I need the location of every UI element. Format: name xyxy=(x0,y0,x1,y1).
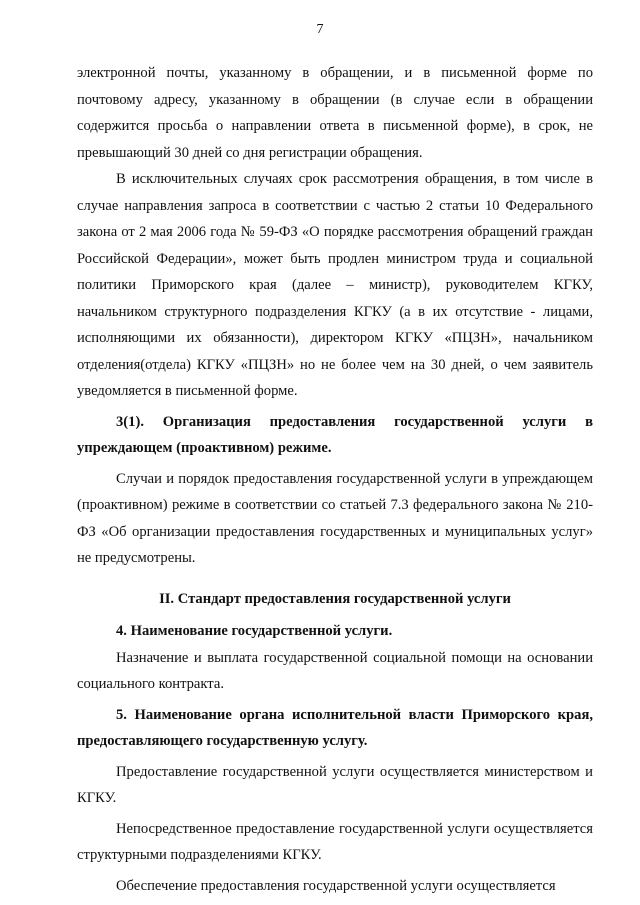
heading-5-provider-authority: 5. Наименование органа исполнительной власти Приморского края, предоставляющего государственную услугу. xyxy=(77,706,593,749)
document-body xyxy=(77,60,593,899)
paragraph-ensuring-provision: Обеспечение предоставления государственной услуги осуществляется xyxy=(116,877,556,894)
paragraph-proactive-mode: Случаи и порядок предоставления государственной услуги в упреждающем (проактивном) режиме в соответствии со статьей 7.3 федерального закона № 210-ФЗ «Об организации предоставления государственных и муниципальных услуг» не предусмотрены. xyxy=(77,470,593,566)
paragraph-direct-provision: Непосредственное предоставление государственной услуги осуществляется структурными подразделениями КГКУ. xyxy=(77,820,593,863)
heading-3-1-proactive-mode: 3(1). Организация предоставления государственной услуги в упреждающем (проактивном) режиме. xyxy=(77,413,593,456)
paragraph-continuation: электронной почты, указанному в обращении, и в письменной форме по почтовому адресу, указанному в обращении (в случае если в обращении содержится просьба о направлении ответа в письменной форме), в срок, не превышающий 30 дней со дня регистрации обращения. xyxy=(77,65,593,161)
paragraph-provider: Предоставление государственной услуги осуществляется министерством и КГКУ. xyxy=(77,763,593,806)
page-number: 7 xyxy=(316,22,324,37)
heading-4-service-name: 4. Наименование государственной услуги. xyxy=(116,623,393,639)
section-title: II. Стандарт предоставления государственной услуги xyxy=(159,590,511,607)
paragraph-exceptional-cases: В исключительных случаях срок рассмотрения обращения, в том числе в случае направления запроса в соответствии с частью 2 статьи 10 Федерального закона от 2 мая 2006 года № 59-ФЗ «О порядке рассмотрения обращений граждан Российской Федерации», может быть продлен министром труда и социальной политики Приморского края (далее – министр), руководителем КГКУ, начальником структурного подразделения КГКУ (а в их отсутствие - лицами, исполняющими их обязанности), директором КГКУ «ПЦЗН», начальником отделения(отдела) КГКУ «ПЦЗН» но не более чем на 30 дней, о чем заявитель уведомляется в письменной форме. xyxy=(77,171,593,399)
paragraph-service-name: Назначение и выплата государственной социальной помощи на основании социального контракта. xyxy=(77,649,593,692)
